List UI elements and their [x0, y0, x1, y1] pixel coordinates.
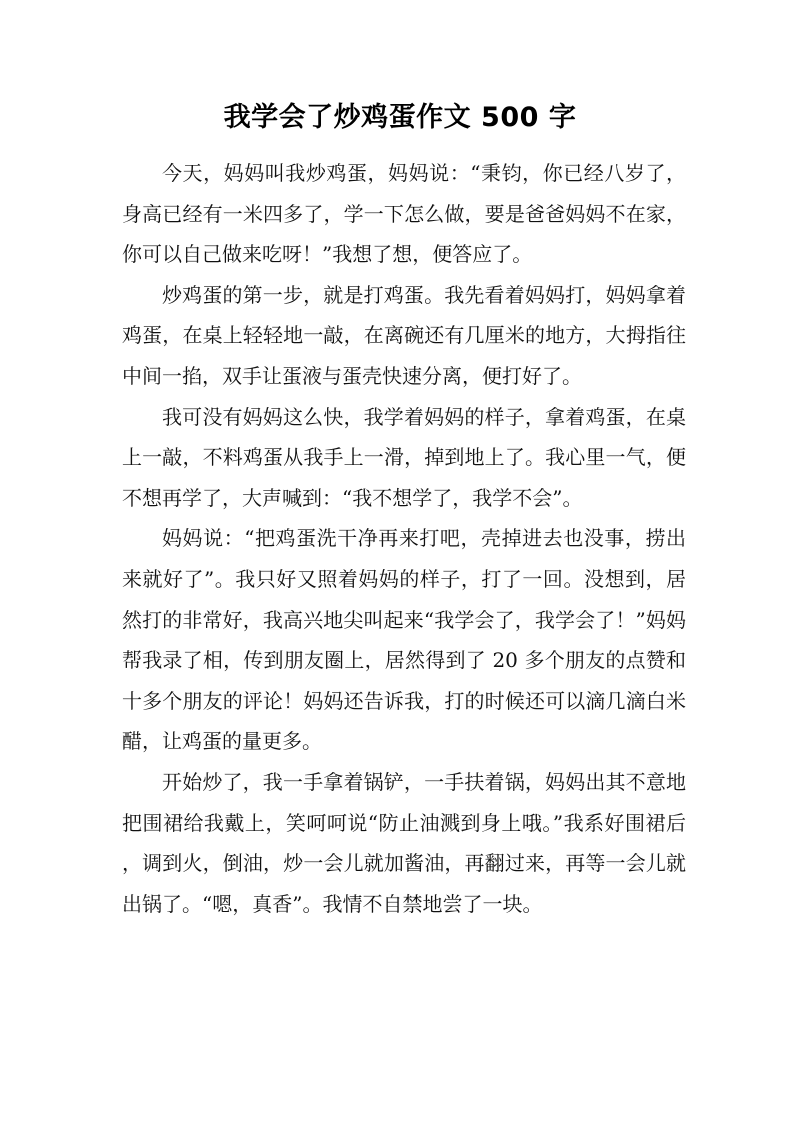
paragraph-5: 开始炒了，我一手拿着锅铲，一手扶着锅，妈妈出其不意地把围裙给我戴上，笑呵呵说“防止油溅到身上哦。”我系好围裙后，调到火，倒油，炒一会儿就加酱油，再翻过来，再等一会儿就出锅了。“嗯，真香”。我情不自禁地尝了一块。 [122, 769, 686, 916]
document-title: 我学会了炒鸡蛋作文 500 字 [223, 102, 577, 133]
document-body [122, 153, 686, 924]
paragraph-2: 炒鸡蛋的第一步，就是打鸡蛋。我先看着妈妈打，妈妈拿着鸡蛋，在桌上轻轻地一敲，在离碗还有几厘米的地方，大拇指往中间一掐，双手让蛋液与蛋壳快速分离，便打好了。 [122, 282, 686, 388]
paragraph-4: 妈妈说：“把鸡蛋洗干净再来打吧，壳掉进去也没事，捞出来就好了”。我只好又照着妈妈的样子，打了一回。没想到，居然打的非常好，我高兴地尖叫起来“我学会了，我学会了！”妈妈帮我录了相，传到朋友圈上，居然得到了 20 多个朋友的点赞和十多个朋友的评论！妈妈还告诉我，打的时候还可以滴几滴白米醋，让鸡蛋的量更多。 [122, 526, 686, 754]
paragraph-1: 今天，妈妈叫我炒鸡蛋，妈妈说：“秉钧，你已经八岁了，身高已经有一米四多了，学一下怎么做，要是爸爸妈妈不在家，你可以自己做来吃呀！”我想了想，便答应了。 [122, 161, 686, 267]
paragraph-3: 我可没有妈妈这么快，我学着妈妈的样子，拿着鸡蛋，在桌上一敲，不料鸡蛋从我手上一滑，掉到地上了。我心里一气，便不想再学了，大声喊到：“我不想学了，我学不会”。 [122, 404, 686, 510]
